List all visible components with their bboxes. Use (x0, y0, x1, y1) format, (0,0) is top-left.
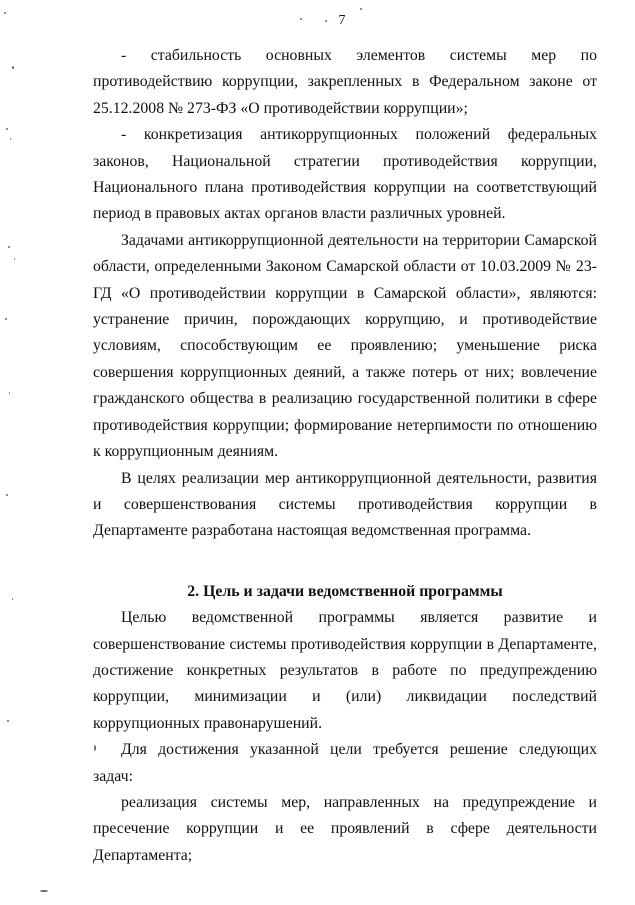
scan-speck (12, 66, 14, 69)
paragraph-tasks-intro: Для достижения указанной цели требуется решение следующих задач: (93, 741, 597, 785)
scan-speck (8, 246, 10, 248)
scan-speck (360, 8, 362, 10)
page-number: 7 (338, 13, 346, 28)
scan-speck (40, 890, 48, 892)
paragraph-task-1: реализация системы мер, направленных на предупреждение и пресечение коррупции и ее проявлений в сфере деятельности Департамента; (93, 793, 597, 864)
scan-speck (12, 598, 13, 600)
document-body (93, 43, 597, 869)
scan-speck (300, 18, 302, 20)
scan-speck (6, 494, 8, 496)
scan-speck (7, 720, 9, 722)
scan-speck (4, 12, 6, 14)
scan-speck (9, 392, 10, 394)
paragraph-tasks-samara: Задачами антикоррупционной деятельности на территории Самарской области, определенными Законом Самарской области от 10.03.2009 № 23-ГД «О противодействии коррупции в Самарской области», являются: устранение причин, порождающих коррупцию, и противодействие условиям, способствующим ее проявлению; уменьшение риска совершения коррупционных деяний, а также потерь от них; вовлечение гражданского общества в реализацию государственной политики в сфере противодействия коррупции; формирование нетерпимости по отношению к коррупционным деяниям. (93, 231, 597, 461)
paragraph-program-purpose: В целях реализации мер антикоррупционной деятельности, развития и совершенствования системы противодействия коррупции в Департаменте разработана настоящая ведомственная программа. (93, 469, 597, 540)
scan-speck (5, 318, 7, 320)
scan-speck (94, 745, 96, 751)
scan-speck (10, 138, 11, 140)
scan-speck (325, 20, 327, 22)
scan-speck (14, 258, 15, 260)
section-heading: 2. Цель и задачи ведомственной программы (187, 582, 503, 600)
paragraph-stability: - стабильность основных элементов системы мер по противодействию коррупции, закрепленных в Федеральном законе от 25.12.2008 № 273-ФЗ «О противодействии коррупции»; (93, 47, 597, 117)
paragraph-goal: Целью ведомственной программы является развитие и совершенствование системы противодействия коррупции в Департаменте, достижение конкретных результатов в работе по предупреждению коррупции, минимизации и (или) ликвидации последствий коррупционных правонарушений. (93, 609, 597, 732)
scan-speck (6, 128, 8, 130)
paragraph-concretization: - конкретизация антикоррупционных положений федеральных законов, Национальной стратегии противодействия коррупции, Национального плана противодействия коррупции на соответствующий период в правовых актах органов власти различных уровней. (93, 126, 597, 223)
